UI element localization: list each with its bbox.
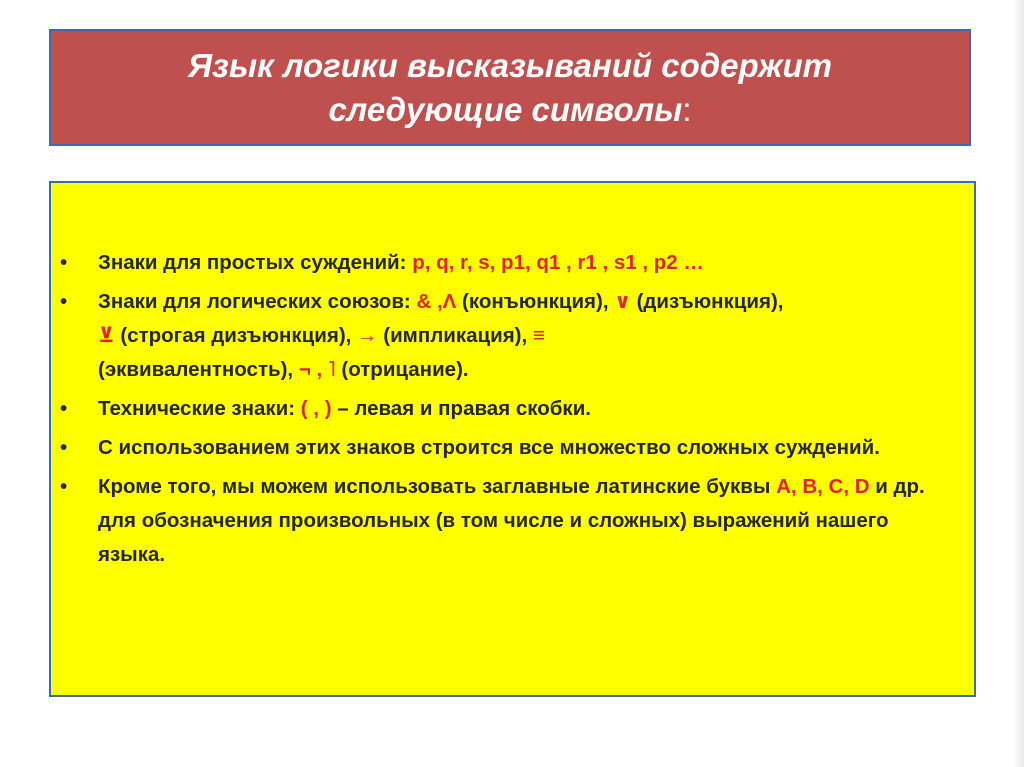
equivalence-symbol: ≡ [532,324,545,347]
bullet-list [51,246,974,577]
negation-symbols: ¬ , ˥ [298,358,336,381]
title-line-2 [188,88,832,132]
bullet-1-label: Знаки для простых суждений: [98,251,413,274]
bullet-logical-connectives [51,285,974,387]
parentheses-description: – левая и правая скобки. [331,397,591,420]
title-line-2-text: следующие символы [328,90,683,128]
bullet-complex-judgments [51,431,974,465]
disjunction-label: (дизъюнкция), [630,290,784,313]
bullet-4-text: С использованием этих знаков строится все множество сложных суждений. [98,436,880,459]
implication-symbol: → [357,324,378,347]
bullet-marker: • [60,397,68,420]
bullet-technical-signs [51,392,974,426]
simple-judgment-symbols: p, q, r, s, p1, q1 , r1 , s1 , p2 … [412,251,704,274]
bullet-2-label: Знаки для логических союзов: [98,290,417,313]
bullet-marker: • [60,290,68,313]
bullet-capital-letters [51,470,974,572]
capital-letters-symbols: A, B, C, D [776,475,870,498]
negation-label: (отрицание). [335,358,469,381]
disjunction-symbol: ∨ [614,290,631,313]
title-box [49,29,971,146]
equivalence-label: (эквивалентность), [98,358,299,381]
implication-label: (импликация), [377,324,533,347]
slide-title [188,44,832,132]
bullet-simple-judgments [51,246,974,280]
title-line-1: Язык логики высказываний содержит [187,46,833,84]
bullet-marker: • [60,475,68,498]
conjunction-label: (конъюнкция), [456,290,615,313]
bullet-marker: • [60,436,68,459]
strict-disjunction-symbol: ⊻ [98,324,115,347]
conjunction-symbols: & ,Λ [416,290,457,313]
bullet-marker: • [60,251,68,274]
title-colon: : [682,90,692,128]
bullet-3-label: Технические знаки: [98,397,301,420]
strict-disjunction-label: (строгая дизъюнкция), [114,324,358,347]
bullet-5-text-end: и др. для обозначения произвольных (в том числе и сложных) выражений нашего языка. [98,475,925,566]
slide-edge-shadow [1014,0,1024,767]
content-box [49,181,976,697]
bullet-5-text-start: Кроме того, мы можем использовать заглавные латинские буквы [98,475,777,498]
parentheses-symbols: ( , ) [300,397,332,420]
